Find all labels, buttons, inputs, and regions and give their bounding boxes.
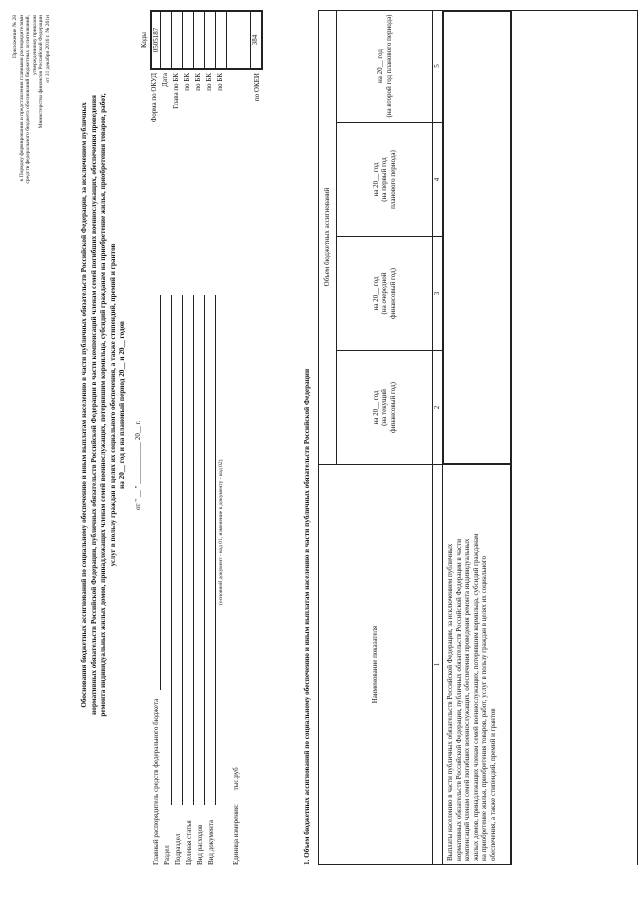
doc-note: (основной документ - код 01, изменение к документу - код 02) [218,459,224,605]
code-value: 0505187 [150,10,161,70]
volume-table [318,10,638,865]
code-row [216,5,227,245]
title-line: нормативных обязательств Российской Федерации, публичных обязательств Российской Федерации в части компенсаций членам семей погибших военнослужащих, обеспечения проведения [89,95,98,715]
row-text-line: компенсаций членам семей погибших военнослужащих, обеспечения проведения ремонта индивидуальных [463,538,471,861]
codes-header-row [140,5,150,245]
header-year-l1: на 20__ год [371,162,380,197]
field-label: Раздел [163,845,171,865]
code-row [194,5,205,245]
header-year-l2: (на текущий [380,389,389,426]
field-row [174,265,185,865]
fields-block [152,265,243,865]
approval-line: утвержденному приказом [31,15,38,76]
code-value [161,10,172,70]
code-row [251,5,263,245]
header-volume-text: Объем бюджетных ассигнований [323,187,332,287]
field-underline [171,295,172,805]
title-line: Обоснования бюджетных ассигнований по социальному обеспечению и иным выплатам населению в части публичных обязательств Российской Федерации, за исключением публичных [80,102,88,708]
code-row [227,5,251,245]
col-number: 4 [432,123,442,237]
unit-value: тыс.руб [232,767,240,791]
approval-line: от 31 декабря 2016 г. № 261н [44,15,51,83]
code-value [205,10,216,70]
code-row [172,5,183,245]
code-value [216,10,227,70]
approval-line: средств федерального бюджета обоснований бюджетных ассигнований, [25,15,31,184]
code-row [205,5,216,245]
row-text-line: обеспечения, а также стипендий, премий и грантов [488,708,497,861]
code-label: по ОКЕИ [253,73,261,102]
date-line: от " __ " ____________ 20__ г. [134,420,142,510]
row-text-line: нормативных обязательств Российской Федерации, публичных обязательств Российской Федерации в части [454,539,463,861]
header-year-col [336,10,432,123]
section-title: 1. Объем бюджетных ассигнований по социальному обеспечению и иным выплатам населению в части публичных обязательств Российской Федерации [303,368,311,865]
codes-header: Коды [140,32,148,48]
header-year-col [336,123,432,237]
header-year-l2: (на второй год планового периода) [384,14,393,118]
codes-block [140,5,263,245]
code-label: по БК [216,73,224,91]
code-value [183,10,194,70]
code-value: 384 [251,10,263,70]
header-year-l2: (на первый год [380,157,389,202]
header-year-l3: планового периода) [388,150,397,209]
field-row [163,265,174,865]
field-row [196,265,207,865]
header-year-col [336,351,432,465]
header-year-l1: на 20__ год [371,390,380,425]
title-line: на 20__ год и на плановый период 20__ и 20__ годов [118,321,126,489]
field-label: Целевая статья [185,820,193,865]
col-number: 3 [432,237,442,351]
approval-line: к Порядку формирования и представления главными распорядителями [18,15,25,182]
col-number: 1 [432,465,442,865]
field-underline [160,295,161,690]
col-number: 5 [432,10,442,123]
header-volume [318,10,336,465]
approval-block [12,15,51,215]
field-underline [215,295,216,805]
row-text-line: жилых домов, принадлежащих членам семей военнослужащих, потерявшим кормильца, субсидий гражданам [471,533,480,861]
approval-line: Приложение № 28 [12,15,18,59]
header-year-l3: финансовый год) [388,382,397,433]
row-text-line: на приобретение жилья, приобретения товаров, работ, услуг в пользу граждан в целях их социального [480,556,488,861]
field-underline [182,295,183,805]
code-label: Форма по ОКУД [150,73,158,123]
field-row [152,265,163,865]
code-value [172,10,183,70]
code-label: Глава по БК [172,73,180,109]
code-label: по БК [205,73,213,91]
header-year-l1: на 20__ год [376,49,384,83]
unit-row [232,265,243,865]
header-year-col [336,237,432,351]
header-name-text: Наименование показателя [371,625,380,704]
code-row [161,5,172,245]
title-line: услуг в пользу граждан в целях их социального обеспечения, а также стипендий, премий и грантов [108,243,117,567]
code-value [194,10,205,70]
code-row [183,5,194,245]
field-row [207,265,218,865]
header-name [318,465,432,865]
field-label: Подраздел [174,833,182,865]
col-number: 2 [432,351,442,465]
field-underline [204,295,205,805]
unit-label: Единица измерения: [232,804,240,865]
code-value [227,10,251,70]
header-year-l3: финансовый год) [388,268,397,319]
row-values-cell[interactable] [442,10,512,465]
header-year-l1: на 20__ год [371,276,380,311]
field-label: Главный распорядитель средств федерального бюджета [152,698,160,865]
row-text-line: Выплаты населению в части публичных обязательств Российской Федерации, за исключением публичных [446,543,454,861]
field-row [185,265,196,865]
document-title [80,25,128,785]
code-label: по БК [194,73,202,91]
code-label: Дата [161,73,169,87]
code-label: по БК [183,73,191,91]
code-row [150,5,161,245]
header-year-l2: (на очередной [380,272,389,315]
codes-rows [150,5,263,245]
row-name-cell [442,465,512,865]
field-underline [193,295,194,805]
title-line: ремонта индивидуальных жилых домов, принадлежащих членам семей военнослужащих, потерявшим кормильца, субсидий гражданам на приобретение жилья, приобретения товаров, работ, [99,93,107,717]
field-label: Вид документа [207,819,215,865]
approval-line: Министерства финансов Российской Федерации [38,15,44,129]
field-label: Вид расходов [196,824,204,865]
